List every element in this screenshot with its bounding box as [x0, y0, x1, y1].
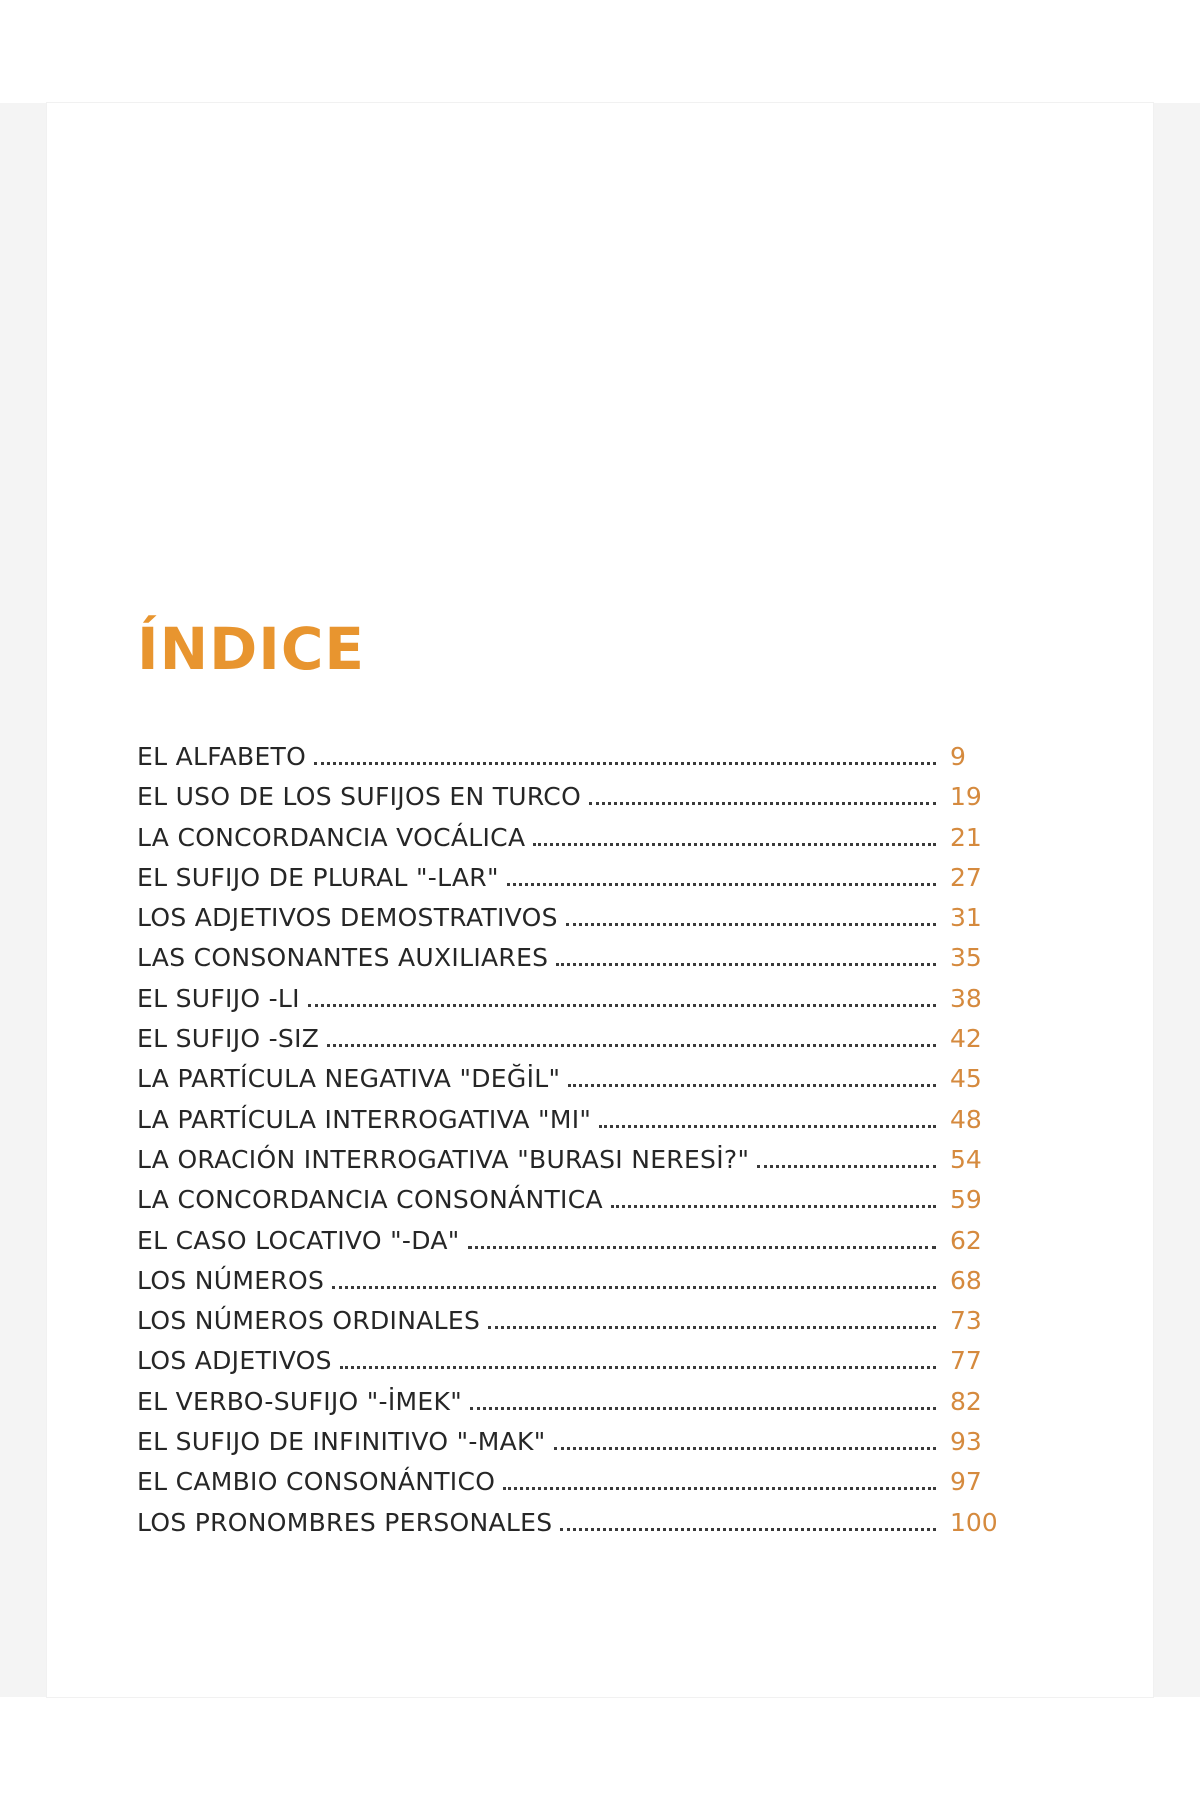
- toc-dot-leader: [507, 883, 936, 886]
- toc-page-number: 45: [950, 1064, 982, 1094]
- toc-dot-leader: [488, 1326, 936, 1329]
- page-gutter-right: [1153, 103, 1200, 1697]
- toc-entry-label: LAS CONSONANTES AUXILIARES: [137, 943, 549, 973]
- table-of-contents: [137, 742, 1002, 1548]
- toc-dot-leader: [503, 1487, 936, 1490]
- toc-entry-label: EL ALFABETO: [137, 742, 307, 771]
- toc-page-number: 97: [950, 1467, 982, 1497]
- toc-dot-leader: [556, 963, 936, 966]
- toc-page-number: 27: [950, 862, 982, 892]
- toc-entry-label: LA CONCORDANCIA VOCÁLICA: [137, 822, 526, 852]
- toc-page-number: 59: [950, 1185, 982, 1215]
- toc-entry[interactable]: [137, 943, 1002, 983]
- toc-page-number: 62: [950, 1225, 982, 1255]
- toc-dot-leader: [589, 802, 936, 805]
- toc-page-number: 35: [950, 943, 982, 973]
- toc-dot-leader: [308, 1004, 936, 1007]
- toc-entry-label: EL SUFIJO DE INFINITIVO "-MAK": [137, 1427, 546, 1457]
- toc-entry-label: EL USO DE LOS SUFIJOS EN TURCO: [137, 782, 582, 812]
- toc-entry-label: LOS ADJETIVOS: [137, 1346, 332, 1376]
- toc-dot-leader: [314, 762, 936, 765]
- toc-page-number: 73: [950, 1306, 982, 1336]
- page-gutter-left: [0, 103, 47, 1697]
- toc-dot-leader: [340, 1366, 936, 1369]
- toc-entry[interactable]: [137, 1185, 1002, 1225]
- toc-dot-leader: [599, 1125, 936, 1128]
- toc-entry[interactable]: [137, 742, 1002, 782]
- page-title: ÍNDICE: [137, 615, 366, 683]
- toc-entry[interactable]: [137, 782, 1002, 822]
- toc-page-number: 77: [950, 1346, 982, 1376]
- toc-entry-label: LOS ADJETIVOS DEMOSTRATIVOS: [137, 903, 558, 933]
- toc-entry[interactable]: [137, 1145, 1002, 1185]
- toc-entry[interactable]: [137, 1266, 1002, 1306]
- toc-page-number: 42: [950, 1024, 982, 1054]
- toc-entry-label: LA PARTÍCULA NEGATIVA "DEĞİL": [137, 1064, 561, 1094]
- toc-entry[interactable]: [137, 984, 1002, 1024]
- toc-page-number: 38: [950, 983, 982, 1013]
- toc-entry-label: EL SUFIJO DE PLURAL "-LAR": [137, 862, 499, 892]
- toc-entry-label: LOS NÚMEROS ORDINALES: [137, 1306, 481, 1336]
- toc-entry[interactable]: [137, 1226, 1002, 1266]
- toc-page-number: 93: [950, 1427, 982, 1457]
- toc-entry-label: LOS PRONOMBRES PERSONALES: [137, 1507, 553, 1537]
- toc-entry[interactable]: [137, 863, 1002, 903]
- toc-page-number: 82: [950, 1386, 982, 1416]
- toc-entry[interactable]: [137, 1508, 1002, 1548]
- toc-entry[interactable]: [137, 1306, 1002, 1346]
- toc-entry-label: EL CAMBIO CONSONÁNTICO: [137, 1467, 496, 1497]
- toc-entry-label: EL CASO LOCATIVO "-DA": [137, 1225, 460, 1255]
- toc-entry[interactable]: [137, 1024, 1002, 1064]
- toc-dot-leader: [560, 1528, 936, 1531]
- toc-entry-label: LOS NÚMEROS: [137, 1265, 325, 1295]
- toc-entry-label: EL VERBO-SUFIJO "-İMEK": [137, 1386, 463, 1416]
- toc-dot-leader: [327, 1044, 936, 1047]
- toc-entry[interactable]: [137, 1064, 1002, 1104]
- toc-dot-leader: [554, 1447, 937, 1450]
- toc-page-number: 9: [950, 742, 966, 771]
- toc-entry-label: EL SUFIJO -LI: [137, 983, 300, 1013]
- toc-entry[interactable]: [137, 1105, 1002, 1145]
- toc-entry[interactable]: [137, 823, 1002, 863]
- toc-dot-leader: [566, 923, 936, 926]
- toc-page-number: 100: [950, 1507, 998, 1537]
- toc-entry-label: LA CONCORDANCIA CONSONÁNTICA: [137, 1185, 603, 1215]
- toc-page-number: 19: [950, 782, 982, 812]
- toc-entry[interactable]: [137, 1427, 1002, 1467]
- toc-dot-leader: [611, 1205, 936, 1208]
- toc-page-number: 54: [950, 1144, 982, 1174]
- toc-dot-leader: [533, 843, 936, 846]
- toc-dot-leader: [757, 1165, 936, 1168]
- toc-entry-label: LA ORACIÓN INTERROGATIVA "BURASI NERESİ?": [137, 1144, 750, 1174]
- toc-dot-leader: [568, 1084, 936, 1087]
- toc-page-number: 48: [950, 1104, 982, 1134]
- toc-dot-leader: [468, 1246, 936, 1249]
- toc-page-number: 21: [950, 822, 982, 852]
- toc-entry[interactable]: [137, 903, 1002, 943]
- toc-entry[interactable]: [137, 1346, 1002, 1386]
- toc-page-number: 68: [950, 1265, 982, 1295]
- toc-entry[interactable]: [137, 1467, 1002, 1507]
- toc-entry[interactable]: [137, 1387, 1002, 1427]
- toc-entry-label: EL SUFIJO -SIZ: [137, 1024, 320, 1054]
- toc-dot-leader: [332, 1286, 936, 1289]
- toc-dot-leader: [470, 1407, 936, 1410]
- toc-page-number: 31: [950, 903, 982, 933]
- toc-entry-label: LA PARTÍCULA INTERROGATIVA "MI": [137, 1104, 592, 1134]
